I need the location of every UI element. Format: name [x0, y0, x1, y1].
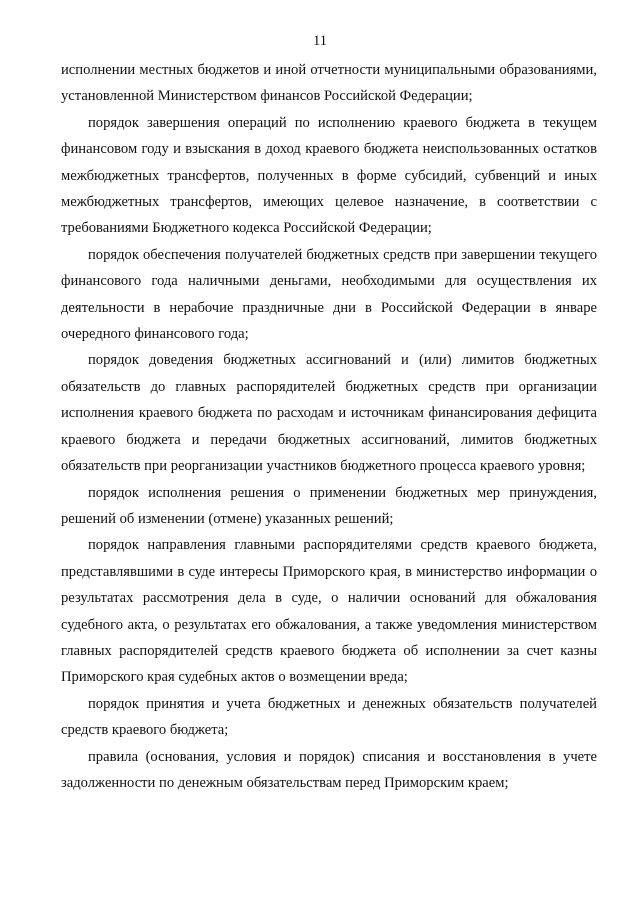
- paragraph: порядок доведения бюджетных ассигнований и (или) лимитов бюджетных обязательств до главных распорядителей бюджетных средств при организации исполнения краевого бюджета по расходам и источникам финансирования дефицита краевого бюджета и передачи бюджетных ассигнований, лимитов бюджетных обязательств при реорганизации участников бюджетного процесса краевого уровня;: [61, 352, 597, 475]
- paragraph: порядок направления главными распорядителями средств краевого бюджета, представлявшими в суде интересы Приморского края, в министерство информации о результатах рассмотрения дела в суде, о наличии оснований для обжалования судебного акта, о результатах его обжалования, а также уведомления министерством главных распорядителей средств краевого бюджета об исполнении за счет казны Приморского края судебных актов о возмещении вреда;: [61, 537, 597, 686]
- page-number: 11: [313, 33, 327, 49]
- document-body: [61, 57, 597, 796]
- paragraph: правила (основания, условия и порядок) списания и восстановления в учете задолженности по денежным обязательствам перед Приморским краем;: [61, 748, 597, 791]
- paragraph: порядок исполнения решения о применении бюджетных мер принуждения, решений об изменении (отмене) указанных решений;: [61, 484, 597, 527]
- paragraph: порядок завершения операций по исполнению краевого бюджета в текущем финансовом году и взыскания в доход краевого бюджета неиспользованных остатков межбюджетных трансфертов, полученных в форме субсидий, субвенций и иных межбюджетных трансфертов, имеющих целевое назначение, в соответствии с требованиями Бюджетного кодекса Российской Федерации;: [61, 114, 597, 237]
- paragraph: порядок обеспечения получателей бюджетных средств при завершении текущего финансового года наличными деньгами, необходимыми для осуществления их деятельности в нерабочие праздничные дни в Российской Федерации в январе очередного финансового года;: [61, 246, 597, 343]
- paragraph: порядок принятия и учета бюджетных и денежных обязательств получателей средств краевого бюджета;: [61, 695, 597, 739]
- paragraph: исполнении местных бюджетов и иной отчетности муниципальными образованиями, установленной Министерством финансов Российской Федерации;: [61, 62, 597, 105]
